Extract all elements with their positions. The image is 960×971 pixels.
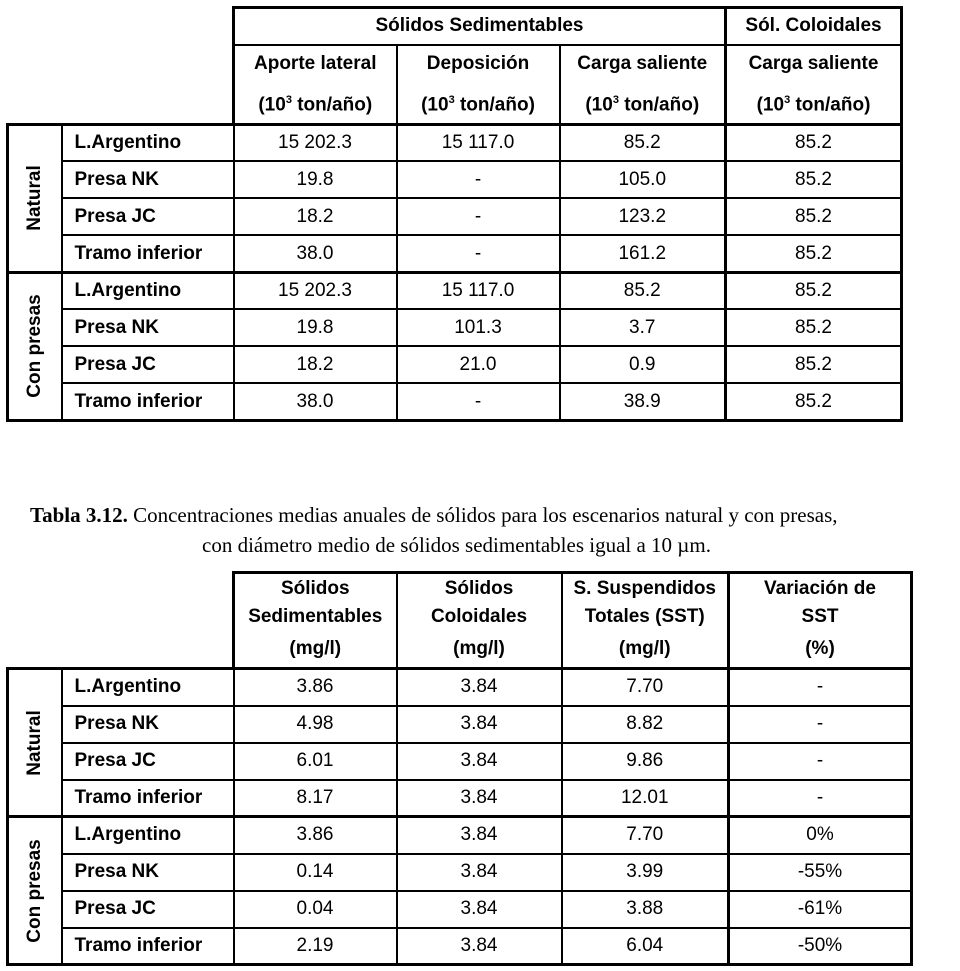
header-sedimentable-solids: Sólidos Sedimentables — [234, 8, 726, 45]
column-header-outgoing-load: Carga saliente ($10^3$ ton/año) — [577, 52, 708, 115]
cell-value: 101.3 — [397, 309, 560, 346]
cell-value: 161.2 — [560, 235, 726, 272]
table-row — [8, 346, 902, 383]
cell-value: 0% — [729, 817, 912, 854]
row-label: Presa NK — [62, 706, 234, 743]
cell-value: 85.2 — [560, 272, 726, 309]
row-label: Presa JC — [62, 346, 234, 383]
cell-value: 15 202.3 — [234, 272, 397, 309]
cell-value: 0.14 — [234, 854, 397, 891]
cell-value: 3.88 — [562, 891, 729, 928]
cell-value: 3.86 — [234, 817, 397, 854]
table-row — [8, 891, 912, 928]
column-header-total-suspended: S. Suspendidos Totales (SST) (mg/l) — [562, 573, 729, 669]
column-header-sedimentable: Sólidos Sedimentables (mg/l) — [234, 573, 397, 669]
table-row — [8, 928, 912, 965]
cell-value: 85.2 — [726, 198, 902, 235]
cell-value: 3.84 — [397, 817, 562, 854]
cell-value: 3.84 — [397, 706, 562, 743]
row-label: Presa JC — [62, 743, 234, 780]
caption-line-2: con diámetro medio de sólidos sedimentables igual a 10 µm. — [202, 533, 711, 557]
column-header-deposition: Deposición ($10^3$ ton/año) — [397, 45, 560, 125]
table-row — [8, 743, 912, 780]
row-label: Presa JC — [62, 891, 234, 928]
cell-value: 85.2 — [726, 235, 902, 272]
row-label: L.Argentino — [62, 817, 234, 854]
row-label: Tramo inferior — [62, 928, 234, 965]
table-row — [8, 706, 912, 743]
cell-value: 0.9 — [560, 346, 726, 383]
table-row — [8, 272, 902, 309]
cell-value: 4.98 — [234, 706, 397, 743]
cell-value: - — [397, 198, 560, 235]
cell-value: 38.9 — [560, 383, 726, 420]
cell-value: -55% — [729, 854, 912, 891]
cell-value: 7.70 — [562, 669, 729, 706]
cell-value: - — [729, 780, 912, 817]
cell-value: 3.84 — [397, 891, 562, 928]
cell-value: 8.82 — [562, 706, 729, 743]
caption-label: Tabla 3.12. — [30, 503, 128, 527]
table-caption — [30, 500, 960, 560]
cell-value: 8.17 — [234, 780, 397, 817]
cell-value: 85.2 — [726, 124, 902, 161]
row-label: Tramo inferior — [62, 780, 234, 817]
cell-value: 0.04 — [234, 891, 397, 928]
row-label: Presa NK — [62, 161, 234, 198]
row-label: Presa NK — [62, 854, 234, 891]
cell-value: - — [729, 669, 912, 706]
row-label: L.Argentino — [62, 669, 234, 706]
table-row — [8, 309, 902, 346]
solids-load-table — [6, 6, 903, 422]
cell-value: - — [729, 706, 912, 743]
group-label-natural: Natural — [8, 124, 62, 272]
cell-value: 85.2 — [726, 383, 902, 420]
cell-value: 18.2 — [234, 346, 397, 383]
row-label: Tramo inferior — [62, 383, 234, 420]
row-label: Presa JC — [62, 198, 234, 235]
cell-value: - — [397, 161, 560, 198]
column-header-colloidal: Sólidos Coloidales (mg/l) — [397, 573, 562, 669]
cell-value: 38.0 — [234, 383, 397, 420]
cell-value: 9.86 — [562, 743, 729, 780]
cell-value: 3.7 — [560, 309, 726, 346]
cell-value: 19.8 — [234, 309, 397, 346]
cell-value: 3.99 — [562, 854, 729, 891]
cell-value: 15 117.0 — [397, 272, 560, 309]
table-row — [8, 854, 912, 891]
column-header-colloidal-outgoing-load: Carga saliente ($10^3$ ton/año) — [726, 45, 902, 125]
column-header-sst-variation: Variación de SST (%) — [729, 573, 912, 669]
table-row — [8, 161, 902, 198]
cell-value: - — [397, 235, 560, 272]
row-label: L.Argentino — [62, 272, 234, 309]
cell-value: 123.2 — [560, 198, 726, 235]
cell-value: 85.2 — [560, 124, 726, 161]
cell-value: 3.84 — [397, 928, 562, 965]
cell-value: 85.2 — [726, 309, 902, 346]
cell-value: 15 117.0 — [397, 124, 560, 161]
cell-value: 85.2 — [726, 161, 902, 198]
cell-value: 3.84 — [397, 669, 562, 706]
row-label: L.Argentino — [62, 124, 234, 161]
caption-line-1: Concentraciones medias anuales de sólidos para los escenarios natural y con presas, — [127, 503, 838, 527]
group-label-with-dams: Con presas — [8, 272, 62, 420]
cell-value: 3.84 — [397, 743, 562, 780]
table-row — [8, 780, 912, 817]
cell-value: - — [397, 383, 560, 420]
cell-value: 85.2 — [726, 272, 902, 309]
cell-value: 7.70 — [562, 817, 729, 854]
cell-value: 21.0 — [397, 346, 560, 383]
cell-value: 2.19 — [234, 928, 397, 965]
group-label-natural: Natural — [8, 669, 62, 817]
cell-value: 18.2 — [234, 198, 397, 235]
cell-value: 6.01 — [234, 743, 397, 780]
cell-value: - — [729, 743, 912, 780]
cell-value: 15 202.3 — [234, 124, 397, 161]
table-row — [8, 383, 902, 420]
cell-value: 3.84 — [397, 854, 562, 891]
group-label-with-dams: Con presas — [8, 817, 62, 965]
table-row — [8, 235, 902, 272]
cell-value: 3.86 — [234, 669, 397, 706]
table-row — [8, 198, 902, 235]
solids-concentration-table — [6, 571, 913, 966]
row-label: Presa NK — [62, 309, 234, 346]
cell-value: 38.0 — [234, 235, 397, 272]
table-row — [8, 124, 902, 161]
cell-value: 85.2 — [726, 346, 902, 383]
cell-value: 19.8 — [234, 161, 397, 198]
cell-value: 6.04 — [562, 928, 729, 965]
cell-value: -50% — [729, 928, 912, 965]
header-colloidal-solids: Sól. Coloidales — [726, 8, 902, 45]
cell-value: 3.84 — [397, 780, 562, 817]
column-header-lateral-input: Aporte lateral ($10^3$ ton/año) — [234, 45, 397, 125]
cell-value: 105.0 — [560, 161, 726, 198]
table-row — [8, 817, 912, 854]
row-label: Tramo inferior — [62, 235, 234, 272]
table-row — [8, 669, 912, 706]
cell-value: -61% — [729, 891, 912, 928]
cell-value: 12.01 — [562, 780, 729, 817]
